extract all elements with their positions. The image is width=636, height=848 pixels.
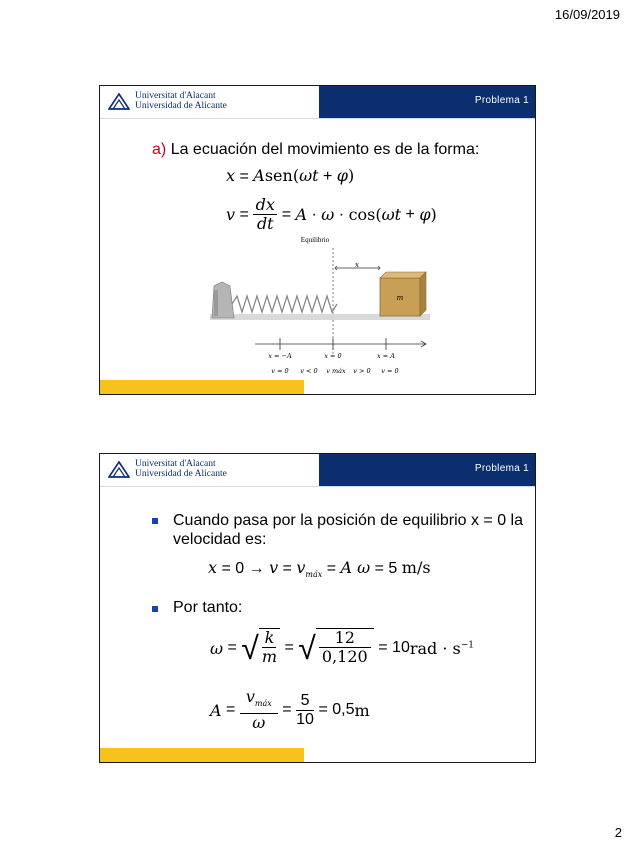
velocity-label-1: v = 0: [271, 367, 289, 375]
header-divider: [100, 118, 535, 119]
velocity-label-3: v máx: [326, 367, 346, 375]
x-displacement-label: x: [355, 261, 359, 269]
velocity-label-2: v < 0: [300, 367, 318, 375]
logo-line-1: Universitat d'Alacant: [135, 91, 216, 101]
item-text: La ecuación del movimiento es de la forma:: [170, 141, 480, 158]
slide-header: [100, 86, 535, 118]
footer-accent-bar: [100, 380, 304, 394]
tick-label-zero: x = 0: [324, 352, 342, 360]
bullet-marker: [152, 606, 158, 612]
university-logo-icon: [108, 459, 130, 479]
header-bar: [319, 86, 535, 118]
slide-title: Problema 1: [474, 463, 529, 474]
item-a: [152, 141, 479, 159]
item-letter: a): [152, 141, 167, 158]
tick-label-neg-a: x = −A: [268, 352, 292, 360]
slide-2: [99, 453, 536, 763]
slide-header: [100, 454, 535, 486]
equation-position: x = Asen(ωt + φ): [226, 166, 355, 185]
bullet-1-text: Cuando pasa por la posición de equilibrio x = 0 la velocidad es:: [173, 512, 524, 548]
equation-omega: ω = √ k m = √ 12 0,120 = 10 rad · $s^{-1}$: [210, 628, 475, 666]
header-divider: [100, 486, 535, 487]
university-logo: [108, 459, 227, 479]
tick-label-pos-a: x = A: [377, 352, 395, 360]
university-logo: [108, 91, 227, 111]
logo-line-1: Universitat d'Alacant: [135, 459, 216, 469]
mass-label: m: [396, 294, 404, 302]
equation-velocity: v = dx dt = A · ω · cos( ωt + φ ): [226, 195, 437, 233]
slide-1: [99, 85, 536, 395]
date-header: 16/09/2019: [554, 7, 620, 22]
logo-line-2: Universidad de Alicante: [135, 469, 227, 479]
velocity-label-4: v > 0: [353, 367, 371, 375]
spring: [232, 296, 337, 312]
page-number: 2: [614, 825, 622, 840]
equilibrio-label: Equilibrio: [300, 236, 330, 244]
logo-line-2: Universidad de Alicante: [135, 101, 227, 111]
spring-mass-diagram: [200, 226, 440, 381]
equation-vmax: $x = 0 \to v = v_{máx} = A$ ω = 5 m/s: [208, 558, 431, 580]
velocity-label-5: v = 0: [381, 367, 399, 375]
header-bar: [319, 454, 535, 486]
university-logo-icon: [108, 91, 130, 111]
bullet-marker: [152, 518, 158, 524]
slide-title: Problema 1: [474, 95, 529, 106]
bullet-2-text: Por tanto:: [173, 599, 243, 616]
equation-amplitude: A = $v_{máx}$ ω = 5 10 = 0,5 m: [210, 687, 370, 733]
footer-accent-bar: [100, 748, 304, 762]
